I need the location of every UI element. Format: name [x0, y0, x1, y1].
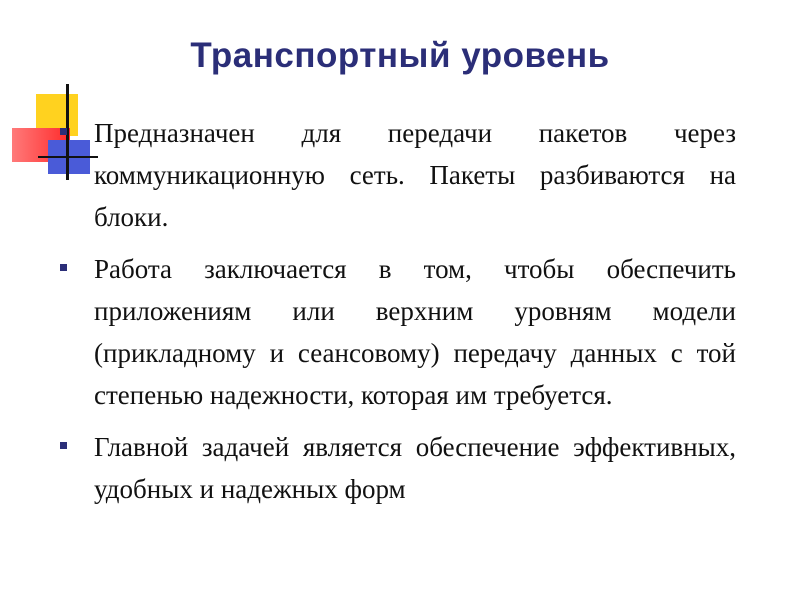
bullet-text: Главной задачей является обеспечение эффективных, удобных и надежных форм: [94, 432, 736, 504]
bullet-text: Работа заключается в том, чтобы обеспечить приложениям или верхним уровням модели (прикладному и сеансовому) передачу данных с той степенью надежности, которая им требуется.: [94, 254, 736, 410]
square-bullet-icon: [60, 264, 67, 271]
slide-title: Транспортный уровень: [190, 36, 610, 75]
bullet-item: [60, 426, 736, 510]
bullet-list: [60, 112, 736, 520]
square-bullet-icon: [60, 128, 67, 135]
bullet-item: [60, 248, 736, 416]
bullet-text: Предназначен для передачи пакетов через коммуникационную сеть. Пакеты разбиваются на блоки.: [94, 118, 736, 232]
bullet-item: [60, 112, 736, 238]
square-bullet-icon: [60, 442, 67, 449]
